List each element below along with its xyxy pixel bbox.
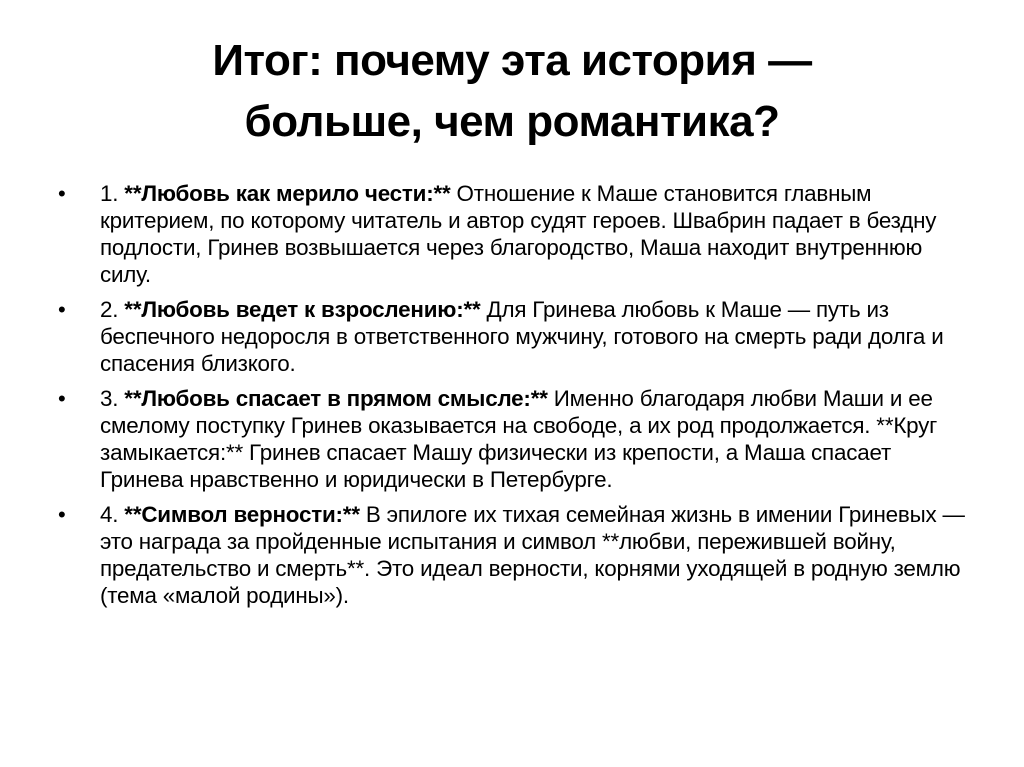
bullet-heading: **Любовь спасает в прямом смысле:** — [118, 386, 548, 411]
bullet-text — [100, 501, 968, 609]
bullet-body: Именно благодаря любви Маши и ее смелому поступку Гринев оказывается на свободе, а их род продолжается. **Круг замыкается:** Гринев спасает Машу физически из крепости, а Маша спасает Гринева нравственно и юридически в Петербурге. — [100, 386, 938, 492]
bullet-body: Для Гринева любовь к Маше — путь из беспечного недоросля в ответственного мужчину, готового на смерть ради долга и спасения близкого. — [100, 297, 944, 376]
bullet-item-2 — [58, 296, 968, 377]
bullet-text — [100, 180, 968, 288]
bullet-heading: **Любовь ведет к взрослению:** — [118, 297, 481, 322]
bullet-body: Отношение к Маше становится главным критерием, по которому читатель и автор судят героев. Швабрин падает в бездну подлости, Гринев возвышается через благородство, Маша находит внутреннюю силу. — [100, 181, 937, 287]
bullet-body: В эпилоге их тихая семейная жизнь в имении Гриневых — это награда за пройденные испытания и символ **любви, пережившей войну, предательство и смерть**. Это идеал верности, корнями уходящей в родную землю (тема «малой родины»). — [100, 502, 965, 608]
bullet-text — [100, 385, 968, 493]
bullet-heading: **Символ верности:** — [118, 502, 360, 527]
slide-title-line-1: Итог: почему эта история — — [212, 36, 812, 85]
bullet-marker: • — [58, 297, 66, 322]
bullet-marker: • — [58, 502, 66, 527]
bullet-list — [58, 180, 968, 617]
bullet-number: 3. — [100, 386, 119, 411]
slide-title-line-2: больше, чем романтика? — [244, 97, 780, 146]
bullet-item-4 — [58, 501, 968, 609]
bullet-number: 2. — [100, 297, 119, 322]
bullet-text — [100, 296, 968, 377]
bullet-number: 1. — [100, 181, 119, 206]
bullet-heading: **Любовь как мерило чести:** — [118, 181, 451, 206]
bullet-item-3 — [58, 385, 968, 493]
bullet-number: 4. — [100, 502, 119, 527]
bullet-marker: • — [58, 181, 66, 206]
bullet-marker: • — [58, 386, 66, 411]
slide-title — [60, 30, 964, 152]
bullet-item-1 — [58, 180, 968, 288]
